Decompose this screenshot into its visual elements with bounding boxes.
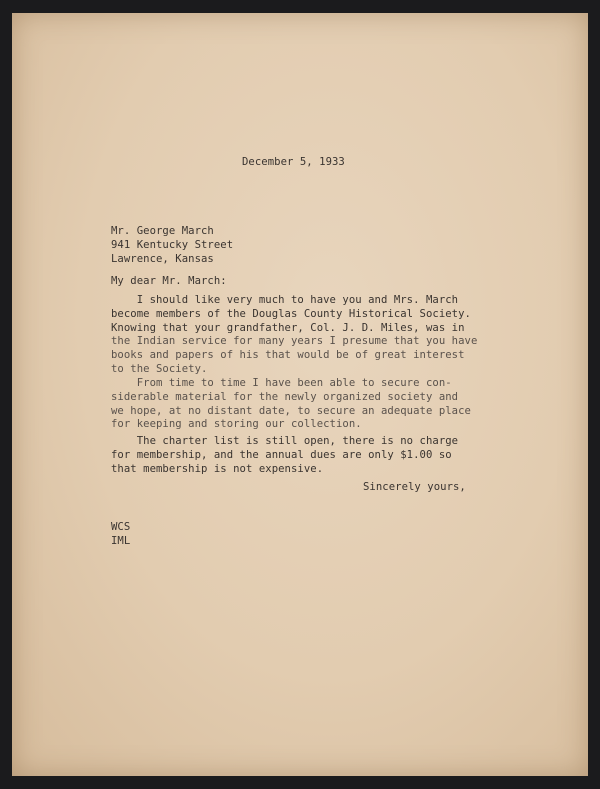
text-line: books and papers of his that would be of great interest: [111, 349, 465, 362]
address-line: Lawrence, Kansas: [111, 252, 214, 265]
text-line: become members of the Douglas County Historical Society.: [111, 307, 471, 320]
text-line: we hope, at no distant date, to secure an adequate place: [111, 404, 471, 417]
text-line: I should like very much to have you and Mrs. March: [111, 294, 459, 306]
text-line: for keeping and storing our collection.: [111, 418, 362, 431]
closing: Sincerely yours,: [363, 481, 466, 493]
paragraph-2: [111, 377, 471, 432]
text-line: to the Society.: [111, 362, 208, 375]
address-line: Mr. George March: [111, 225, 214, 237]
address-line: 941 Kentucky Street: [111, 238, 234, 251]
initials-line: IML: [111, 534, 131, 547]
text-line: The charter list is still open, there is no charge: [111, 435, 459, 447]
letter-page: [12, 13, 588, 776]
text-line: siderable material for the newly organized society and: [111, 390, 459, 403]
text-line: for membership, and the annual dues are only $1.00 so: [111, 448, 452, 461]
initials-line: WCS: [111, 521, 131, 533]
text-line: the Indian service for many years I presume that you have: [111, 335, 478, 348]
recipient-address: [111, 225, 233, 266]
paragraph-3: [111, 435, 458, 476]
reference-initials: [111, 521, 130, 549]
text-line: From time to time I have been able to secure con-: [111, 377, 452, 389]
paragraph-1: [111, 294, 477, 377]
salutation: My dear Mr. March:: [111, 275, 227, 287]
text-line: that membership is not expensive.: [111, 462, 324, 475]
letter-date: December 5, 1933: [242, 156, 345, 168]
text-line: Knowing that your grandfather, Col. J. D. Miles, was in: [111, 321, 465, 334]
